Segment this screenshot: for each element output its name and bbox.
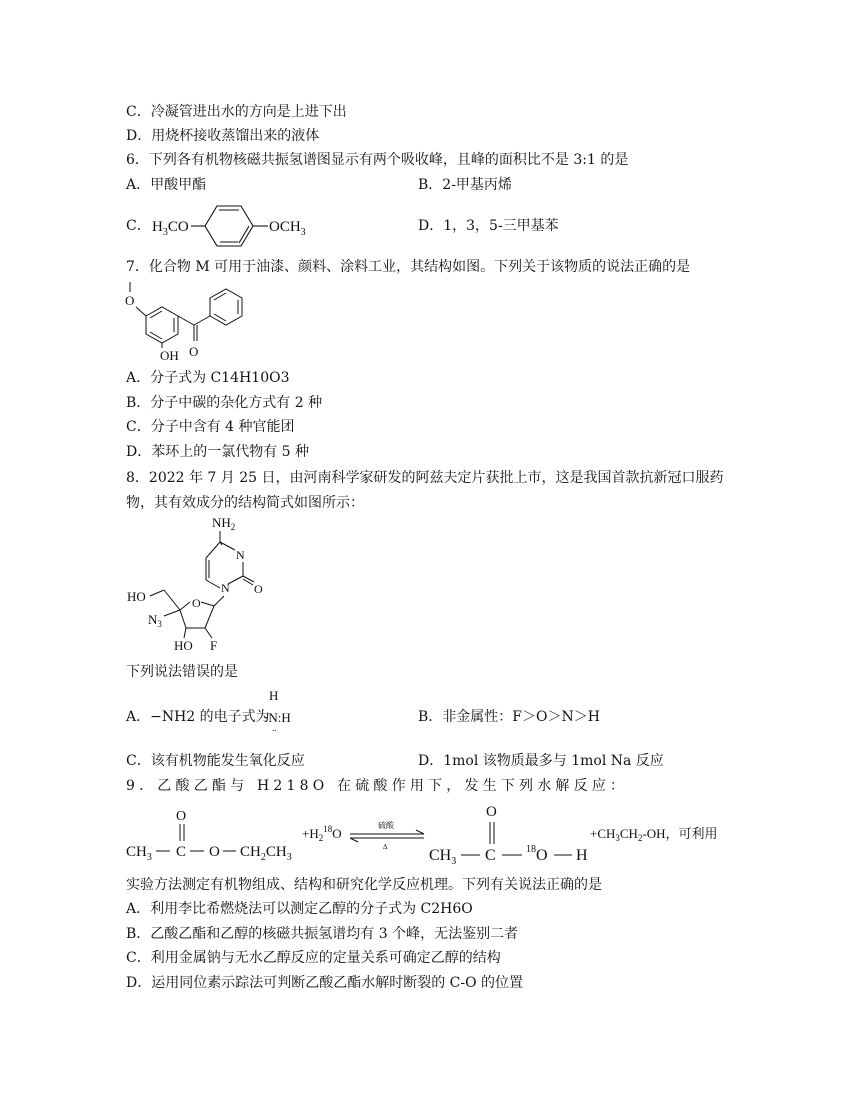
svg-text:..: .. (272, 723, 277, 733)
svg-text:O: O (486, 804, 497, 820)
q8-structure-azvudine (120, 512, 280, 660)
q6-option-a: A．甲酸甲酯 (126, 177, 207, 193)
q7-stem: 7．化合物 M 可用于油漆、颜料、涂料工业，其结构如图。下列关于该物质的说法正确的是 (126, 259, 691, 275)
q6-option-c-prefix: C． (126, 218, 151, 234)
svg-text:O: O (189, 344, 199, 359)
q8-option-d: D．1mol 该物质最多与 1mol Na 反应 (418, 753, 664, 769)
svg-text:18O: $^{18}$O (526, 844, 548, 864)
svg-text:N3: $N_3$ (148, 612, 162, 629)
q9-hydrolysis-equation (124, 798, 744, 868)
svg-text:+CH3CH2-OH，可利用: $+CH_3CH_2-OH$，可利用 (590, 826, 718, 843)
q6-c-left-group: $H_3CO$ (152, 219, 189, 238)
svg-text:O: O (192, 596, 201, 610)
q8-a-n-h: ·N:H (264, 710, 291, 725)
q6-stem: 6．下列各有机物核磁共振氢谱图显示有两个吸收峰，且峰的面积比不是 3:1 的是 (126, 152, 629, 168)
svg-text:O: O (254, 582, 263, 596)
q9-option-a: A．利用李比希燃烧法可以测定乙醇的分子式为 C2H6O (126, 901, 473, 917)
q9-condition: Δ (383, 843, 388, 851)
q6-option-d: D．1，3，5-三甲基苯 (418, 218, 559, 234)
q7-option-a: A．分子式为 C14H10O3 (126, 370, 290, 386)
q8-a-h-top: H (269, 688, 279, 703)
svg-text:HO: HO (127, 589, 146, 604)
q6-c-right-group: $OCH_3$ (269, 219, 306, 238)
q6-option-b: B．2-甲基丙烯 (418, 177, 512, 193)
q8-option-a-electron-formula (262, 686, 312, 736)
q7-structure-compound-m (120, 278, 250, 366)
svg-text:CH3: $CH_3$ (429, 847, 457, 867)
q7-option-c: C．分子中含有 4 种官能团 (126, 419, 295, 435)
q8-option-c: C．该有机物能发生氧化反应 (126, 753, 305, 769)
svg-text:+H218O: $+H_2^{18}O$ (302, 824, 342, 843)
q9-catalyst: 硫酸 (378, 821, 394, 830)
svg-text:O: O (176, 809, 187, 824)
q9-option-c: C．利用金属钠与无水乙醇反应的定量关系可确定乙醇的结构 (126, 950, 501, 966)
q9-stem-line2: 实验方法测定有机物组成、结构和研究化学反应机理。下列有关说法正确的是 (126, 877, 602, 893)
svg-text:H: H (576, 847, 588, 864)
q5-option-c: C．冷凝管进出水的方向是上进下出 (126, 104, 347, 120)
q9-option-d: D．运用同位素示踪法可判断乙酸乙酯水解时断裂的 C-O 的位置 (126, 975, 524, 991)
svg-text:F: F (210, 638, 218, 653)
svg-text:O: O (125, 293, 135, 308)
svg-text:CH3: $CH_3$ (126, 844, 152, 863)
svg-text:O: O (209, 844, 220, 860)
q8-wrong-prompt: 下列说法错误的是 (126, 664, 238, 680)
q5-option-d: D．用烧杯接收蒸馏出来的液体 (126, 128, 320, 144)
svg-text:NH2: $NH_2$ (212, 515, 236, 532)
svg-text:N: N (221, 581, 230, 595)
q9-stem: 9．乙酸乙酯与 H218O 在硫酸作用下，发生下列水解反应： (126, 778, 629, 794)
q9-option-b: B．乙酸乙酯和乙醇的核磁共振氢谱均有 3 个峰，无法鉴别二者 (126, 926, 519, 942)
q7-option-b: B．分子中碳的杂化方式有 2 种 (126, 395, 323, 411)
svg-text:HO: HO (174, 638, 193, 653)
q8-option-b: B．非金属性：F＞O＞N＞H (418, 709, 600, 725)
svg-text:N: N (236, 548, 245, 562)
q8-stem-line1: 8．2022 年 7 月 25 日，由河南科学家研发的阿兹夫定片获批上市，这是我国首款抗新冠口服药 (126, 470, 724, 486)
q6-option-c-structure (150, 198, 350, 254)
q8-option-a-prefix: A．−NH2 的电子式为 (126, 709, 270, 725)
svg-text:CH2CH3: $CH_2CH_3$ (240, 844, 292, 863)
svg-text:C: C (485, 847, 496, 864)
svg-text:OH: OH (160, 348, 179, 363)
svg-text:C: C (176, 844, 187, 860)
q7-option-d: D．苯环上的一氯代物有 5 种 (126, 444, 310, 460)
q8-stem-line2: 物，其有效成分的结构简式如图所示： (126, 495, 364, 511)
